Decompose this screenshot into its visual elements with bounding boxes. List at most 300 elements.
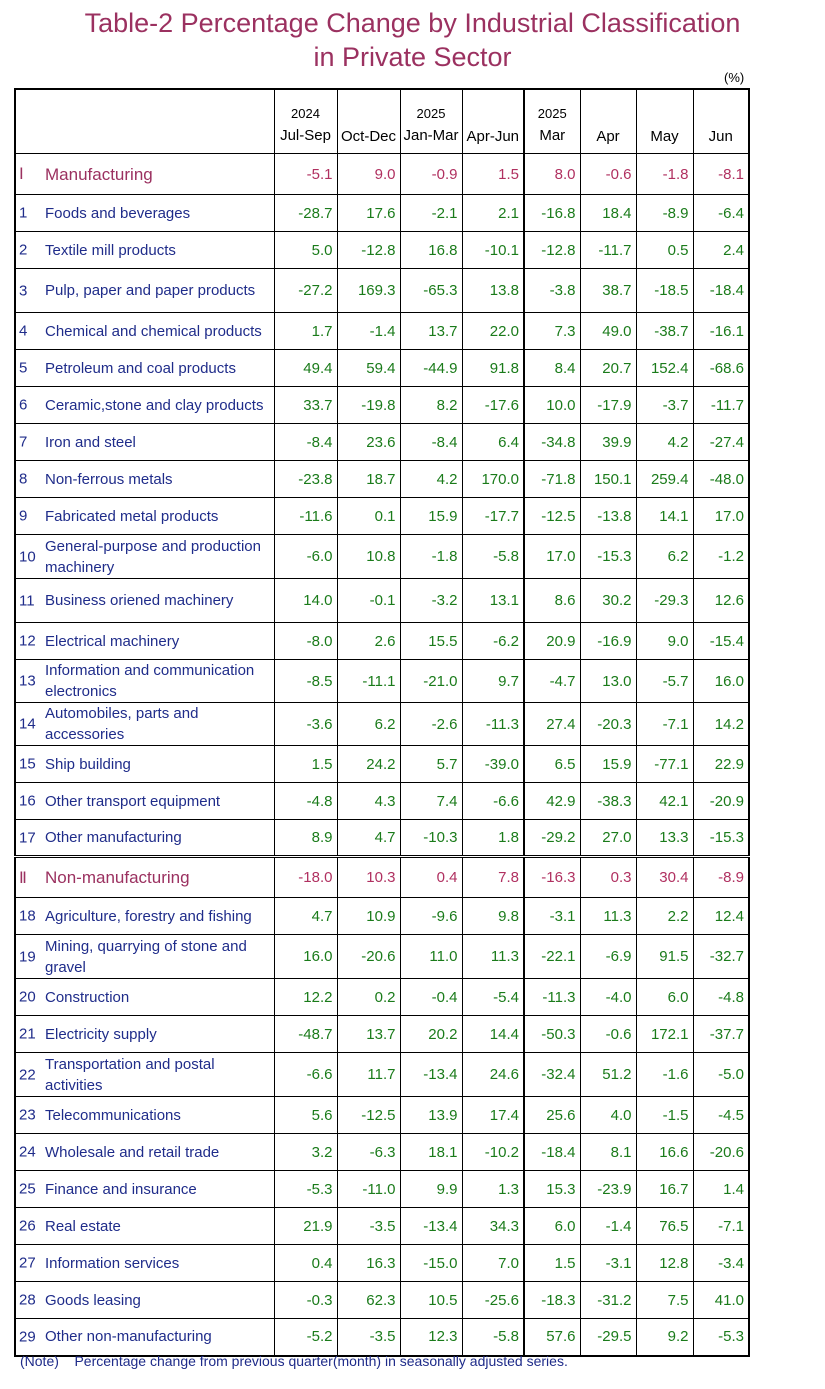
table-row bbox=[15, 1208, 749, 1245]
table-row bbox=[15, 269, 749, 313]
value-cell: -12.5 bbox=[524, 498, 580, 535]
value-cell: 12.2 bbox=[274, 979, 337, 1016]
value-cell: 12.3 bbox=[400, 1319, 462, 1356]
value-cell: 5.7 bbox=[400, 746, 462, 783]
value-cell: -10.2 bbox=[462, 1134, 524, 1171]
value-cell: 16.7 bbox=[636, 1171, 693, 1208]
value-cell: 10.5 bbox=[400, 1282, 462, 1319]
value-cell: 16.3 bbox=[337, 1245, 400, 1282]
value-cell: 259.4 bbox=[636, 461, 693, 498]
value-cell: 39.9 bbox=[580, 424, 636, 461]
value-cell: -12.8 bbox=[524, 232, 580, 269]
row-label-cell bbox=[15, 579, 274, 623]
value-cell: -5.7 bbox=[636, 660, 693, 703]
value-cell: -4.7 bbox=[524, 660, 580, 703]
value-cell: 15.9 bbox=[400, 498, 462, 535]
value-cell: 4.2 bbox=[636, 424, 693, 461]
row-label-cell bbox=[15, 1097, 274, 1134]
row-label-cell bbox=[15, 195, 274, 232]
value-cell: 13.8 bbox=[462, 269, 524, 313]
value-cell: -18.4 bbox=[524, 1134, 580, 1171]
value-cell: -15.3 bbox=[693, 820, 749, 857]
value-cell: -1.6 bbox=[636, 1053, 693, 1097]
footnote bbox=[20, 1353, 568, 1369]
value-cell: -5.3 bbox=[693, 1319, 749, 1356]
value-cell: 24.6 bbox=[462, 1053, 524, 1097]
value-cell: 17.4 bbox=[462, 1097, 524, 1134]
value-cell: -15.0 bbox=[400, 1245, 462, 1282]
table-row bbox=[15, 579, 749, 623]
table-row bbox=[15, 1171, 749, 1208]
row-label: Transportation and postal activities bbox=[45, 1055, 215, 1094]
header-mar: 2025 Mar bbox=[524, 89, 580, 154]
header-apr-jun: Apr-Jun bbox=[462, 89, 524, 154]
value-cell: 20.9 bbox=[524, 623, 580, 660]
header-oct-dec: Oct-Dec bbox=[337, 89, 400, 154]
note-label: (Note) bbox=[20, 1353, 59, 1369]
row-number: 10 bbox=[19, 548, 36, 565]
row-number: 22 bbox=[19, 1066, 36, 1083]
value-cell: -1.4 bbox=[580, 1208, 636, 1245]
value-cell: 4.3 bbox=[337, 783, 400, 820]
value-cell: 11.3 bbox=[580, 898, 636, 935]
title-line-1: Table-2 Percentage Change by Industrial Classification bbox=[84, 8, 741, 38]
value-cell: 24.2 bbox=[337, 746, 400, 783]
section-row bbox=[15, 857, 749, 898]
value-cell: 0.4 bbox=[400, 857, 462, 898]
value-cell: 0.4 bbox=[274, 1245, 337, 1282]
value-cell: -18.0 bbox=[274, 857, 337, 898]
value-cell: 8.1 bbox=[580, 1134, 636, 1171]
value-cell: -11.0 bbox=[337, 1171, 400, 1208]
row-number: 6 bbox=[19, 396, 28, 414]
value-cell: 4.7 bbox=[274, 898, 337, 935]
value-cell: -6.0 bbox=[274, 535, 337, 579]
value-cell: -25.6 bbox=[462, 1282, 524, 1319]
value-cell: 15.9 bbox=[580, 746, 636, 783]
value-cell: 16.8 bbox=[400, 232, 462, 269]
value-cell: 10.0 bbox=[524, 387, 580, 424]
value-cell: 13.1 bbox=[462, 579, 524, 623]
row-label-cell bbox=[15, 313, 274, 350]
row-label-cell bbox=[15, 1134, 274, 1171]
value-cell: -1.2 bbox=[693, 535, 749, 579]
row-label-cell bbox=[15, 660, 274, 703]
value-cell: 14.1 bbox=[636, 498, 693, 535]
row-number: 25 bbox=[19, 1180, 36, 1198]
value-cell: 91.5 bbox=[636, 935, 693, 979]
row-number: 12 bbox=[19, 632, 36, 650]
value-cell: 22.9 bbox=[693, 746, 749, 783]
table-row bbox=[15, 313, 749, 350]
row-label: Petroleum and coal products bbox=[45, 359, 236, 377]
row-label-cell bbox=[15, 1171, 274, 1208]
value-cell: -1.4 bbox=[337, 313, 400, 350]
value-cell: 8.6 bbox=[524, 579, 580, 623]
value-cell: -6.9 bbox=[580, 935, 636, 979]
value-cell: 169.3 bbox=[337, 269, 400, 313]
value-cell: -5.8 bbox=[462, 1319, 524, 1356]
value-cell: 0.3 bbox=[580, 857, 636, 898]
header-apr: Apr bbox=[580, 89, 636, 154]
value-cell: -8.4 bbox=[400, 424, 462, 461]
header-may: May bbox=[636, 89, 693, 154]
value-cell: -6.6 bbox=[274, 1053, 337, 1097]
value-cell: -22.1 bbox=[524, 935, 580, 979]
value-cell: 17.0 bbox=[693, 498, 749, 535]
value-cell: -3.2 bbox=[400, 579, 462, 623]
row-label: Automobiles, parts and accessories bbox=[45, 705, 199, 743]
value-cell: -23.9 bbox=[580, 1171, 636, 1208]
table-row bbox=[15, 935, 749, 979]
row-label-cell bbox=[15, 387, 274, 424]
row-number: 2 bbox=[19, 241, 28, 259]
row-label: Other manufacturing bbox=[45, 829, 182, 846]
row-label-cell bbox=[15, 424, 274, 461]
value-cell: -8.4 bbox=[274, 424, 337, 461]
table-row bbox=[15, 783, 749, 820]
value-cell: -4.8 bbox=[693, 979, 749, 1016]
value-cell: -8.5 bbox=[274, 660, 337, 703]
value-cell: -38.7 bbox=[636, 313, 693, 350]
value-cell: 10.3 bbox=[337, 857, 400, 898]
value-cell: 5.6 bbox=[274, 1097, 337, 1134]
value-cell: 18.1 bbox=[400, 1134, 462, 1171]
value-cell: -29.5 bbox=[580, 1319, 636, 1356]
row-label-cell bbox=[15, 857, 274, 898]
row-number: 14 bbox=[19, 715, 36, 733]
table-row bbox=[15, 1282, 749, 1319]
value-cell: 22.0 bbox=[462, 313, 524, 350]
value-cell: 11.3 bbox=[462, 935, 524, 979]
value-cell: 3.2 bbox=[274, 1134, 337, 1171]
value-cell: 33.7 bbox=[274, 387, 337, 424]
value-cell: -3.7 bbox=[636, 387, 693, 424]
table-row bbox=[15, 461, 749, 498]
value-cell: -3.1 bbox=[524, 898, 580, 935]
value-cell: 30.4 bbox=[636, 857, 693, 898]
value-cell: -31.2 bbox=[580, 1282, 636, 1319]
value-cell: -11.1 bbox=[337, 660, 400, 703]
value-cell: 1.7 bbox=[274, 313, 337, 350]
table-row bbox=[15, 623, 749, 660]
value-cell: 172.1 bbox=[636, 1016, 693, 1053]
row-label-cell bbox=[15, 1016, 274, 1053]
value-cell: 6.0 bbox=[636, 979, 693, 1016]
row-label: Ship building bbox=[45, 755, 131, 773]
value-cell: 8.0 bbox=[524, 154, 580, 195]
value-cell: 18.4 bbox=[580, 195, 636, 232]
row-label: Mining, quarrying of stone and gravel bbox=[45, 937, 247, 976]
value-cell: 152.4 bbox=[636, 350, 693, 387]
value-cell: -48.7 bbox=[274, 1016, 337, 1053]
row-label-cell bbox=[15, 1245, 274, 1282]
row-number: 15 bbox=[19, 755, 36, 773]
value-cell: -13.4 bbox=[400, 1053, 462, 1097]
row-label: Textile mill products bbox=[45, 241, 176, 259]
value-cell: -11.3 bbox=[462, 703, 524, 746]
value-cell: 13.0 bbox=[580, 660, 636, 703]
value-cell: -7.1 bbox=[693, 1208, 749, 1245]
row-label-cell bbox=[15, 535, 274, 579]
table-row bbox=[15, 1053, 749, 1097]
value-cell: 17.0 bbox=[524, 535, 580, 579]
value-cell: 27.0 bbox=[580, 820, 636, 857]
row-label: Other non-manufacturing bbox=[45, 1328, 212, 1346]
value-cell: -44.9 bbox=[400, 350, 462, 387]
row-number: 4 bbox=[19, 322, 28, 340]
row-label: Construction bbox=[45, 988, 130, 1006]
value-cell: -15.4 bbox=[693, 623, 749, 660]
row-number: 7 bbox=[19, 433, 28, 451]
value-cell: -37.7 bbox=[693, 1016, 749, 1053]
value-cell: 0.1 bbox=[337, 498, 400, 535]
value-cell: -5.4 bbox=[462, 979, 524, 1016]
value-cell: 57.6 bbox=[524, 1319, 580, 1356]
value-cell: -20.6 bbox=[693, 1134, 749, 1171]
row-number: 8 bbox=[19, 470, 28, 488]
row-number: 29 bbox=[19, 1328, 36, 1346]
value-cell: 1.8 bbox=[462, 820, 524, 857]
value-cell: -18.4 bbox=[693, 269, 749, 313]
value-cell: -20.9 bbox=[693, 783, 749, 820]
value-cell: 25.6 bbox=[524, 1097, 580, 1134]
value-cell: -3.8 bbox=[524, 269, 580, 313]
value-cell: -1.5 bbox=[636, 1097, 693, 1134]
table-row bbox=[15, 1016, 749, 1053]
value-cell: -0.1 bbox=[337, 579, 400, 623]
row-label-cell bbox=[15, 935, 274, 979]
row-label-cell bbox=[15, 703, 274, 746]
value-cell: -10.1 bbox=[462, 232, 524, 269]
table-row bbox=[15, 1134, 749, 1171]
value-cell: -20.3 bbox=[580, 703, 636, 746]
row-label: Other transport equipment bbox=[45, 792, 221, 810]
table-row bbox=[15, 820, 749, 857]
value-cell: 21.9 bbox=[274, 1208, 337, 1245]
row-label-cell bbox=[15, 154, 274, 195]
value-cell: 38.7 bbox=[580, 269, 636, 313]
value-cell: 4.0 bbox=[580, 1097, 636, 1134]
row-label: General-purpose and production machinery bbox=[45, 537, 261, 576]
value-cell: 13.7 bbox=[337, 1016, 400, 1053]
value-cell: 76.5 bbox=[636, 1208, 693, 1245]
row-label-cell bbox=[15, 232, 274, 269]
row-label: Finance and insurance bbox=[45, 1180, 197, 1198]
table-row bbox=[15, 535, 749, 579]
value-cell: -15.3 bbox=[580, 535, 636, 579]
row-label: Wholesale and retail trade bbox=[45, 1143, 220, 1161]
value-cell: 8.2 bbox=[400, 387, 462, 424]
header-jan-mar: 2025 Jan-Mar bbox=[400, 89, 462, 154]
row-label: Information and communication electronics bbox=[45, 662, 255, 700]
row-label-cell bbox=[15, 350, 274, 387]
value-cell: -11.6 bbox=[274, 498, 337, 535]
value-cell: -34.8 bbox=[524, 424, 580, 461]
row-label: Information services bbox=[45, 1254, 180, 1272]
value-cell: 2.1 bbox=[462, 195, 524, 232]
row-number: 21 bbox=[19, 1025, 36, 1043]
header-blank bbox=[15, 89, 274, 154]
value-cell: -1.8 bbox=[400, 535, 462, 579]
value-cell: 41.0 bbox=[693, 1282, 749, 1319]
value-cell: 42.1 bbox=[636, 783, 693, 820]
row-label-cell bbox=[15, 979, 274, 1016]
value-cell: 51.2 bbox=[580, 1053, 636, 1097]
row-label: Foods and beverages bbox=[45, 204, 191, 222]
table-row bbox=[15, 979, 749, 1016]
value-cell: -20.6 bbox=[337, 935, 400, 979]
value-cell: 13.7 bbox=[400, 313, 462, 350]
row-label-cell bbox=[15, 820, 274, 857]
value-cell: 0.5 bbox=[636, 232, 693, 269]
value-cell: 16.0 bbox=[274, 935, 337, 979]
value-cell: 1.5 bbox=[524, 1245, 580, 1282]
value-cell: -29.3 bbox=[636, 579, 693, 623]
value-cell: -39.0 bbox=[462, 746, 524, 783]
value-cell: -1.8 bbox=[636, 154, 693, 195]
row-number: 17 bbox=[19, 829, 36, 846]
value-cell: -9.6 bbox=[400, 898, 462, 935]
value-cell: -6.6 bbox=[462, 783, 524, 820]
value-cell: -6.3 bbox=[337, 1134, 400, 1171]
value-cell: -6.4 bbox=[693, 195, 749, 232]
value-cell: 13.9 bbox=[400, 1097, 462, 1134]
value-cell: -0.3 bbox=[274, 1282, 337, 1319]
value-cell: -4.0 bbox=[580, 979, 636, 1016]
row-label-cell bbox=[15, 783, 274, 820]
row-number: 5 bbox=[19, 359, 28, 377]
value-cell: 2.4 bbox=[693, 232, 749, 269]
header-jul-sep: 2024 Jul-Sep bbox=[274, 89, 337, 154]
value-cell: -2.1 bbox=[400, 195, 462, 232]
value-cell: -4.5 bbox=[693, 1097, 749, 1134]
value-cell: -2.6 bbox=[400, 703, 462, 746]
row-label: Real estate bbox=[45, 1217, 121, 1235]
unit-label: (%) bbox=[724, 70, 745, 85]
row-label-cell bbox=[15, 1053, 274, 1097]
value-cell: -18.5 bbox=[636, 269, 693, 313]
value-cell: -11.3 bbox=[524, 979, 580, 1016]
value-cell: -5.3 bbox=[274, 1171, 337, 1208]
row-number: 19 bbox=[19, 948, 36, 965]
value-cell: -11.7 bbox=[580, 232, 636, 269]
value-cell: 6.4 bbox=[462, 424, 524, 461]
row-number: 20 bbox=[19, 988, 36, 1006]
value-cell: 7.5 bbox=[636, 1282, 693, 1319]
row-label: Agriculture, forestry and fishing bbox=[45, 907, 252, 925]
value-cell: 5.0 bbox=[274, 232, 337, 269]
value-cell: -16.8 bbox=[524, 195, 580, 232]
value-cell: 9.0 bbox=[337, 154, 400, 195]
value-cell: 2.6 bbox=[337, 623, 400, 660]
value-cell: -68.6 bbox=[693, 350, 749, 387]
row-label-cell bbox=[15, 461, 274, 498]
value-cell: 15.5 bbox=[400, 623, 462, 660]
value-cell: 0.2 bbox=[337, 979, 400, 1016]
value-cell: 9.8 bbox=[462, 898, 524, 935]
value-cell: -5.0 bbox=[693, 1053, 749, 1097]
table-row bbox=[15, 350, 749, 387]
value-cell: 10.9 bbox=[337, 898, 400, 935]
table-row bbox=[15, 1097, 749, 1134]
row-number: 3 bbox=[19, 282, 28, 299]
value-cell: 6.2 bbox=[636, 535, 693, 579]
row-label: Goods leasing bbox=[45, 1291, 141, 1309]
value-cell: -77.1 bbox=[636, 746, 693, 783]
row-number: 16 bbox=[19, 792, 36, 810]
value-cell: 16.0 bbox=[693, 660, 749, 703]
row-label: Iron and steel bbox=[45, 433, 136, 451]
row-number: Ⅰ bbox=[19, 166, 24, 183]
value-cell: 12.8 bbox=[636, 1245, 693, 1282]
value-cell: 34.3 bbox=[462, 1208, 524, 1245]
value-cell: 7.0 bbox=[462, 1245, 524, 1282]
value-cell: -6.2 bbox=[462, 623, 524, 660]
value-cell: 10.8 bbox=[337, 535, 400, 579]
value-cell: -3.5 bbox=[337, 1208, 400, 1245]
value-cell: -21.0 bbox=[400, 660, 462, 703]
value-cell: -17.7 bbox=[462, 498, 524, 535]
value-cell: -16.9 bbox=[580, 623, 636, 660]
value-cell: 6.0 bbox=[524, 1208, 580, 1245]
value-cell: 13.3 bbox=[636, 820, 693, 857]
row-label-cell bbox=[15, 623, 274, 660]
value-cell: 14.4 bbox=[462, 1016, 524, 1053]
value-cell: 20.7 bbox=[580, 350, 636, 387]
row-label: Business oriened machinery bbox=[45, 592, 234, 609]
row-number: 11 bbox=[19, 592, 35, 609]
value-cell: 49.4 bbox=[274, 350, 337, 387]
value-cell: -0.9 bbox=[400, 154, 462, 195]
value-cell: 1.5 bbox=[274, 746, 337, 783]
value-cell: -5.1 bbox=[274, 154, 337, 195]
value-cell: 12.6 bbox=[693, 579, 749, 623]
value-cell: -13.8 bbox=[580, 498, 636, 535]
value-cell: -38.3 bbox=[580, 783, 636, 820]
value-cell: -0.6 bbox=[580, 1016, 636, 1053]
row-label-cell bbox=[15, 898, 274, 935]
row-label: Electricity supply bbox=[45, 1025, 157, 1043]
row-number: Ⅱ bbox=[19, 869, 27, 887]
value-cell: -13.4 bbox=[400, 1208, 462, 1245]
note-text: Percentage change from previous quarter(month) in seasonally adjusted series. bbox=[74, 1353, 568, 1369]
value-cell: 11.0 bbox=[400, 935, 462, 979]
row-label-cell bbox=[15, 1208, 274, 1245]
row-number: 27 bbox=[19, 1254, 36, 1272]
value-cell: -71.8 bbox=[524, 461, 580, 498]
value-cell: -7.1 bbox=[636, 703, 693, 746]
value-cell: 62.3 bbox=[337, 1282, 400, 1319]
row-label-cell bbox=[15, 269, 274, 313]
value-cell: 150.1 bbox=[580, 461, 636, 498]
row-number: 24 bbox=[19, 1143, 36, 1161]
row-number: 1 bbox=[19, 204, 28, 222]
value-cell: 14.0 bbox=[274, 579, 337, 623]
header-jun: Jun bbox=[693, 89, 749, 154]
table-row bbox=[15, 232, 749, 269]
row-label: Non-ferrous metals bbox=[45, 470, 173, 488]
value-cell: 30.2 bbox=[580, 579, 636, 623]
row-label-cell bbox=[15, 746, 274, 783]
value-cell: 1.4 bbox=[693, 1171, 749, 1208]
value-cell: 20.2 bbox=[400, 1016, 462, 1053]
value-cell: 1.5 bbox=[462, 154, 524, 195]
value-cell: -27.2 bbox=[274, 269, 337, 313]
table-row bbox=[15, 1319, 749, 1356]
table-row bbox=[15, 898, 749, 935]
table-row bbox=[15, 703, 749, 746]
